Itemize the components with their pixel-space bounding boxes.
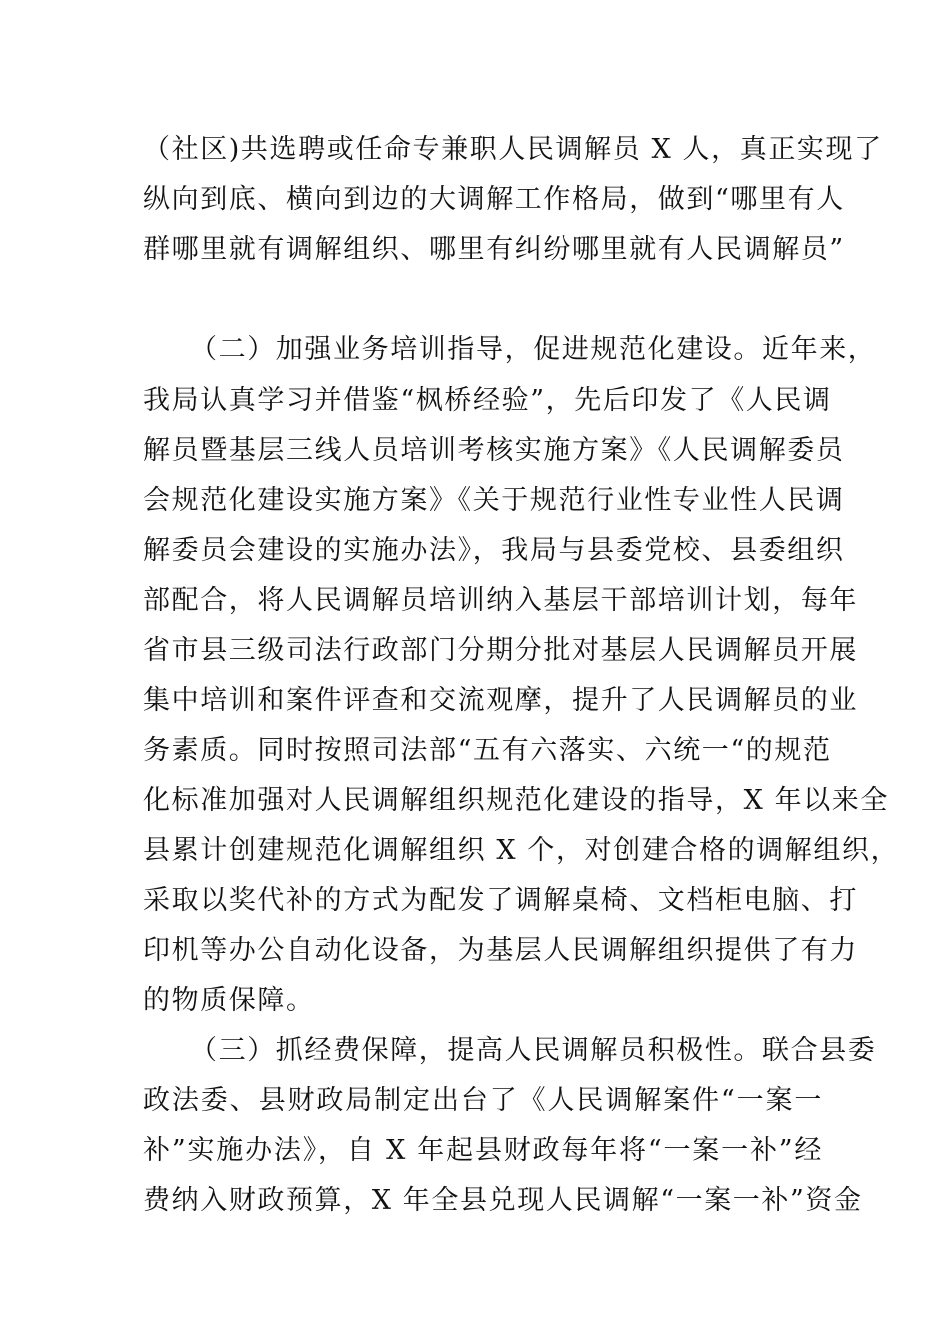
paragraph-2-line-5: 解委员会建设的实施办法》，我局与县委党校、县委组织 bbox=[143, 535, 845, 566]
paragraph-1-line-1: （社区)共选聘或任命专兼职人民调解员 X 人，真正实现了 bbox=[143, 134, 883, 165]
paragraph-2-line-14: 的物质保障。 bbox=[143, 985, 315, 1016]
paragraph-2-line-3: 解员暨基层三线人员培训考核实施方案》《人民调解委员 bbox=[143, 435, 845, 466]
paragraph-3-line-3: 补”实施办法》，自 X 年起县财政每年将“一案一补”经 bbox=[143, 1135, 823, 1166]
paragraph-2-line-10: 化标准加强对人民调解组织规范化建设的指导，X 年以来全 bbox=[143, 785, 890, 816]
paragraph-1-line-2: 纵向到底、横向到边的大调解工作格局，做到“哪里有人 bbox=[143, 184, 845, 215]
paragraph-1-line-3: 群哪里就有调解组织、哪里有纠纷哪里就有人民调解员” bbox=[143, 234, 845, 265]
paragraph-3-line-4: 费纳入财政预算，X 年全县兑现人民调解“一案一补”资金 bbox=[143, 1185, 863, 1216]
paragraph-2-line-1: （二）加强业务培训指导，促进规范化建设。近年来， bbox=[190, 334, 877, 365]
paragraph-2-line-7: 省市县三级司法行政部门分期分批对基层人民调解员开展 bbox=[143, 635, 858, 666]
paragraph-3-line-1: （三）抓经费保障，提高人民调解员积极性。联合县委 bbox=[190, 1035, 877, 1066]
paragraph-2-line-8: 集中培训和案件评查和交流观摩，提升了人民调解员的业 bbox=[143, 685, 858, 716]
paragraph-2-line-4: 会规范化建设实施方案》《关于规范行业性专业性人民调 bbox=[143, 485, 845, 516]
paragraph-2-line-9: 务素质。同时按照司法部“五有六落实、六统一“的规范 bbox=[143, 735, 832, 766]
paragraph-2-line-6: 部配合，将人民调解员培训纳入基层干部培训计划，每年 bbox=[143, 585, 858, 616]
paragraph-2-line-12: 采取以奖代补的方式为配发了调解桌椅、文档柜电脑、打 bbox=[143, 885, 858, 916]
paragraph-2-line-2: 我局认真学习并借鉴“枫桥经验”，先后印发了《人民调 bbox=[143, 385, 832, 416]
paragraph-3-line-2: 政法委、县财政局制定出台了《人民调解案件“一案一 bbox=[143, 1085, 823, 1116]
paragraph-2-line-13: 印机等办公自动化设备，为基层人民调解组织提供了有力 bbox=[143, 935, 858, 966]
paragraph-2-line-11: 县累计创建规范化调解组织 X 个，对创建合格的调解组织， bbox=[143, 835, 900, 866]
